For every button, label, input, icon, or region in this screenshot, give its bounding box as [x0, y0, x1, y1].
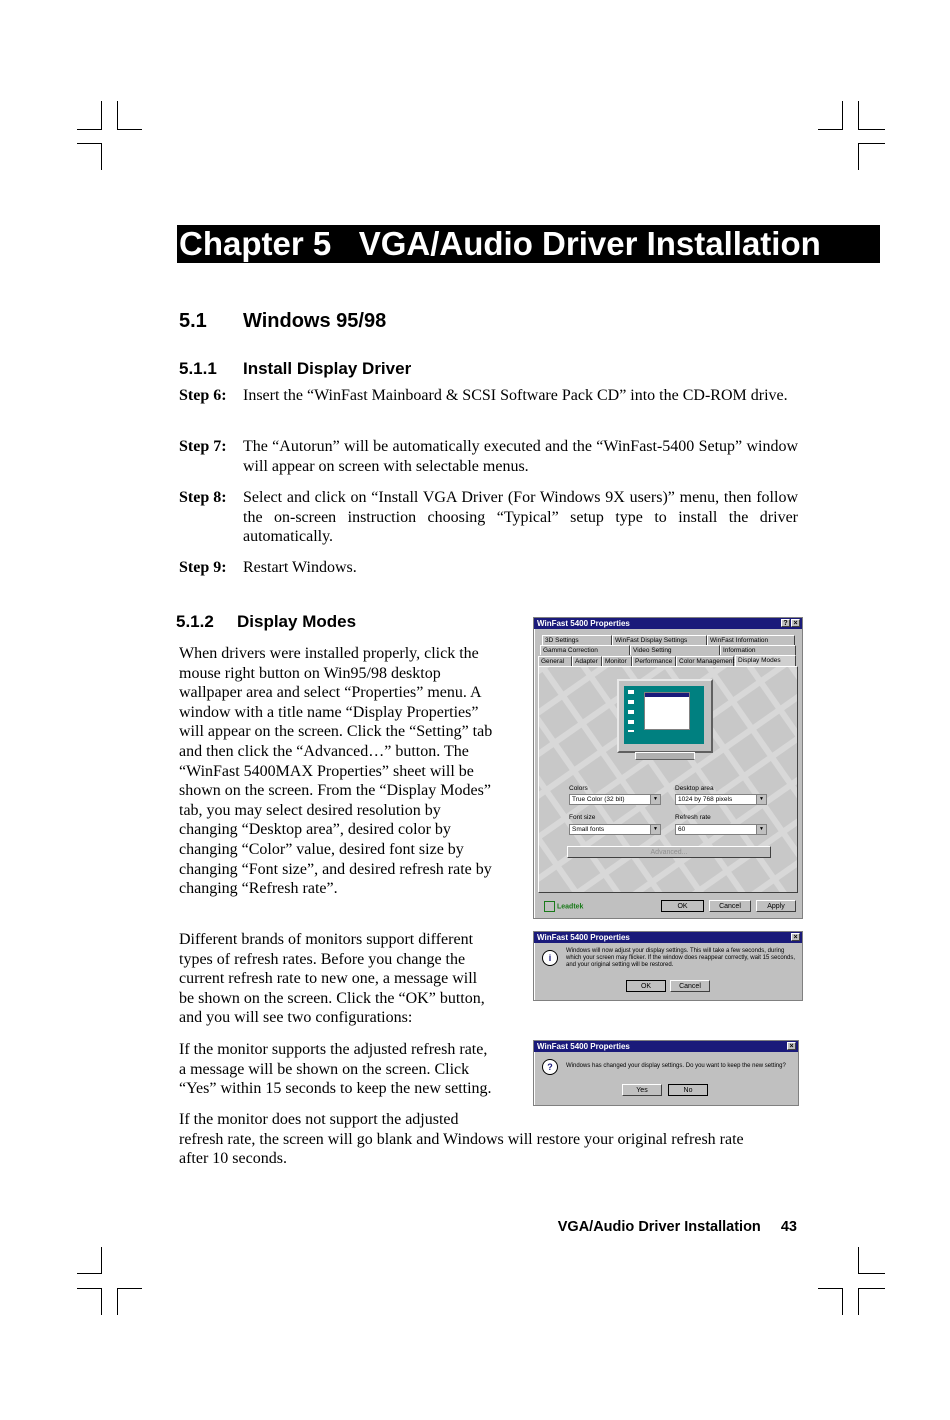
text-line: will appear on the screen. Click the “Setting” tab: [179, 723, 493, 741]
subsection-heading-modes: [176, 612, 356, 632]
leadtek-logo-icon: [544, 901, 555, 912]
info-icon: i: [542, 950, 558, 966]
dialog-title: WinFast 5400 Properties: [537, 933, 630, 942]
step-text: Insert the “WinFast Mainboard & SCSI Software Pack CD” into the CD-ROM drive.: [243, 387, 788, 404]
tab-display-modes[interactable]: [735, 655, 796, 666]
step-label: Step 6:: [179, 387, 227, 404]
dialog-title: WinFast 5400 Properties: [537, 1042, 630, 1051]
text-line: current refresh rate to new one, a message will: [179, 970, 478, 988]
properties-dialog-screenshot: [533, 617, 803, 919]
text-line: If the monitor does not support the adjusted: [179, 1111, 459, 1128]
tab-winfast-information[interactable]: [707, 635, 795, 645]
tab-adapter[interactable]: [572, 656, 602, 666]
dialog-title: WinFast 5400 Properties: [537, 619, 630, 628]
preview-window-icon: [644, 692, 690, 730]
display-modes-panel: [538, 666, 798, 893]
page-footer: [558, 1219, 797, 1235]
refresh-rate-label: Refresh rate: [675, 814, 711, 821]
desktop-area-select[interactable]: [675, 794, 767, 805]
tab-performance[interactable]: [632, 656, 676, 666]
cancel-button[interactable]: Cancel: [709, 900, 751, 912]
desktop-area-label: Desktop area: [675, 785, 714, 792]
subsection-number: 5.1.1: [179, 359, 217, 378]
step-text: Select and click on “Install VGA Driver (For Windows 9X users)” menu, then follow the on-screen instruction choosing “Typical” setup type to install the driver automatically.: [243, 489, 798, 545]
subsection-heading-install: [179, 359, 411, 379]
colors-value: True Color (32 bit): [572, 796, 625, 803]
text-line: mouse right button on Win95/98 desktop: [179, 664, 441, 682]
text-line: If the monitor supports the adjusted refresh rate,: [179, 1041, 488, 1058]
text-line: after 10 seconds.: [179, 1150, 287, 1168]
tab-label: 3D Settings: [545, 637, 579, 644]
text-line: types of refresh rates. Before you change the: [179, 950, 466, 968]
close-button[interactable]: ×: [791, 619, 800, 627]
apply-button[interactable]: Apply: [756, 900, 796, 912]
text-line: and you will see two configurations:: [179, 1009, 413, 1027]
text-line: a message will be shown on the screen. Click: [179, 1060, 470, 1078]
question-icon: ?: [542, 1059, 558, 1075]
text-line: changing “Refresh rate”.: [179, 880, 338, 898]
text-line: and then click the “Advanced…” button. The: [179, 742, 469, 760]
no-button[interactable]: No: [668, 1084, 708, 1096]
close-button[interactable]: ×: [787, 1042, 796, 1050]
refresh-rate-value: 60: [678, 826, 686, 833]
text-line: When drivers were installed properly, click the: [179, 645, 479, 662]
text-line: tab, you may select desired resolution by: [179, 801, 441, 819]
tab-general[interactable]: [538, 656, 572, 666]
font-size-label: Font size: [569, 814, 596, 821]
tab-color-management[interactable]: [676, 656, 734, 666]
tab-information[interactable]: [720, 645, 796, 655]
step-label: Step 8:: [179, 489, 227, 506]
text-line: refresh rate, the screen will go blank and Windows will restore your original refresh rate: [179, 1130, 744, 1148]
dialog-titlebar: [534, 1041, 798, 1052]
tab-video-setting[interactable]: [630, 645, 720, 655]
text-line: shown on the screen. From the “Display Modes”: [179, 782, 491, 800]
chevron-down-icon: ▼: [756, 795, 766, 804]
text-line: changing “Font size”, and desired refresh rate by: [179, 860, 492, 878]
step-label: Step 7:: [179, 438, 227, 455]
keep-settings-dialog-screenshot: [533, 1040, 799, 1106]
text-line: be shown on the screen. Click the “OK” button,: [179, 989, 485, 1007]
text-line: wallpaper area and select “Properties” menu. A: [179, 684, 482, 702]
ok-button[interactable]: OK: [626, 980, 666, 992]
colors-label: Colors: [569, 785, 588, 792]
paragraph-supported: [179, 1040, 492, 1099]
desktop-area-value: 1024 by 768 pixels: [678, 796, 733, 803]
chevron-down-icon: ▼: [650, 795, 660, 804]
tab-label: Information: [723, 647, 756, 654]
tab-label: Performance: [635, 658, 673, 665]
step-8: [179, 488, 798, 547]
chevron-down-icon: ▼: [756, 825, 766, 834]
dialog-titlebar: [534, 932, 802, 943]
leadtek-logo-text: Leadtek: [557, 903, 584, 911]
step-6: [179, 386, 798, 406]
paragraph-not-supported: [179, 1110, 744, 1169]
help-button[interactable]: ?: [781, 619, 790, 627]
tab-label: Monitor: [605, 658, 627, 665]
tab-label: Display Modes: [738, 657, 781, 664]
monitor-screen: [624, 686, 704, 744]
step-9: [179, 558, 798, 578]
paragraph-display-modes: [179, 644, 492, 899]
tab-label: Color Management: [679, 658, 735, 665]
monitor-icon: [617, 679, 713, 753]
refresh-rate-select[interactable]: [675, 824, 767, 835]
close-button[interactable]: ×: [791, 933, 800, 941]
tab-3d-settings[interactable]: [542, 635, 612, 645]
ok-button[interactable]: OK: [661, 900, 704, 912]
section-number: 5.1: [179, 310, 207, 332]
text-line: changing “Desktop area”, desired color by: [179, 821, 451, 839]
dialog-titlebar: [534, 618, 802, 629]
yes-button[interactable]: Yes: [622, 1084, 662, 1096]
subsection-title: Install Display Driver: [243, 359, 412, 378]
text-line: “WinFast 5400MAX Properties” sheet will be: [179, 762, 474, 780]
page-number: 43: [780, 1219, 797, 1235]
tab-label: WinFast Display Settings: [615, 637, 688, 644]
step-text: Restart Windows.: [243, 559, 357, 576]
paragraph-refresh-rates: [179, 930, 485, 1028]
chapter-title: Chapter 5 VGA/Audio Driver Installation: [177, 225, 880, 263]
subsection-title: Display Modes: [237, 612, 357, 631]
advanced-button[interactable]: Advanced...: [567, 846, 771, 858]
tab-label: Gamma Correction: [543, 647, 598, 654]
step-7: [179, 437, 798, 476]
leadtek-logo: [544, 901, 583, 912]
tab-label: WinFast Information: [710, 637, 769, 644]
section-heading: [179, 310, 386, 333]
subsection-number: 5.1.2: [176, 612, 214, 631]
adjust-settings-dialog-screenshot: [533, 931, 803, 1001]
cancel-button[interactable]: Cancel: [670, 980, 710, 992]
dialog-message: Windows will now adjust your display settings. This will take a few seconds, during which your screen may flicker. If the window does reappear correctly, wait 15 seconds, and your original setting will be restored.: [566, 948, 795, 968]
tab-label: Video Setting: [633, 647, 672, 654]
colors-select[interactable]: [569, 794, 661, 805]
tab-gamma-correction[interactable]: [540, 645, 630, 655]
footer-title: VGA/Audio Driver Installation: [557, 1219, 761, 1235]
dialog-message: Windows has changed your display settings. Do you want to keep the new setting?: [566, 1063, 786, 1069]
text-line: window with a title name “Display Properties”: [179, 703, 479, 721]
monitor-stand-icon: [635, 752, 695, 760]
tab-label: General: [541, 658, 565, 665]
chevron-down-icon: ▼: [650, 825, 660, 834]
desktop-icons: [628, 690, 634, 732]
text-line: “Yes” within 15 seconds to keep the new setting.: [179, 1080, 492, 1098]
step-label: Step 9:: [179, 559, 227, 576]
tab-monitor[interactable]: [602, 656, 632, 666]
section-title: Windows 95/98: [243, 310, 387, 332]
text-line: Different brands of monitors support different: [179, 931, 474, 948]
tab-label: Adapter: [575, 658, 598, 665]
step-text: The “Autorun” will be automatically executed and the “WinFast-5400 Setup” window will appear on screen with selectable menus.: [243, 438, 798, 475]
font-size-value: Small fonts: [572, 826, 605, 833]
font-size-select[interactable]: [569, 824, 661, 835]
tab-winfast-display-settings[interactable]: [612, 635, 707, 645]
text-line: changing “Color” value, desired font size by: [179, 840, 464, 858]
